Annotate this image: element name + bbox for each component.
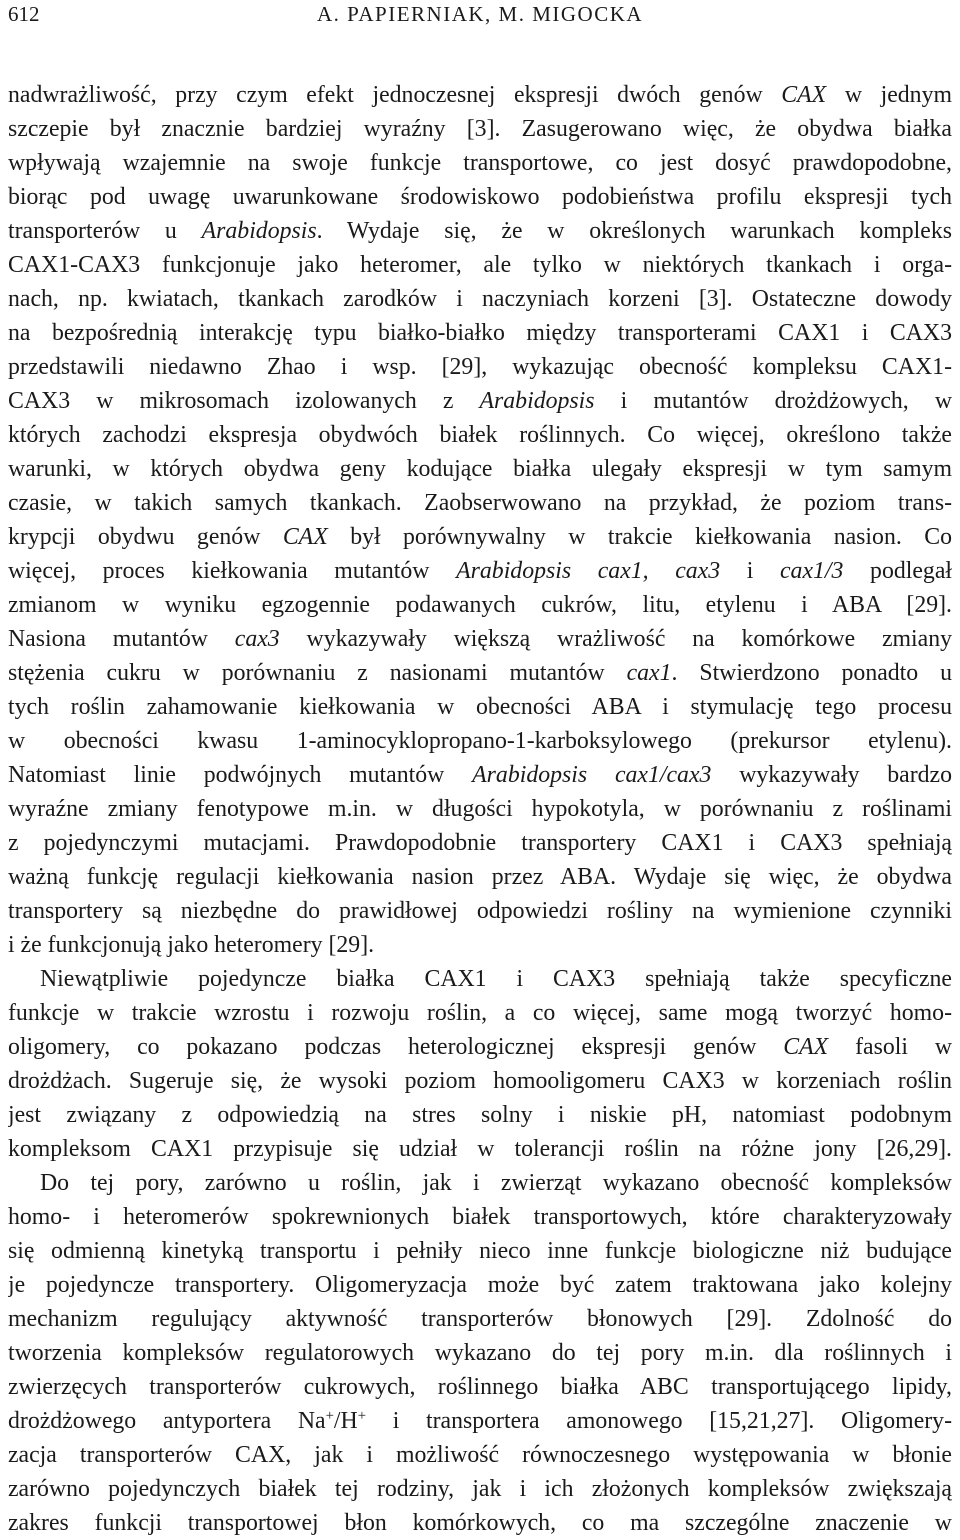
text-line: [8, 690, 952, 724]
italic-text: Arabidopsis: [479, 388, 595, 414]
text-segment: CAX3 w mikrosomach izolowanych z: [8, 388, 480, 414]
text-line: [8, 1030, 952, 1064]
text-segment: się odmienną kinetyką transportu i pełniły nieco inne funkcje biologiczne niż budujące: [8, 1238, 952, 1264]
text-line: [8, 1404, 952, 1438]
italic-text: cax1: [626, 660, 672, 686]
text-segment: zarówno pojedynczych białek tej rodziny, jak i ich złożonych kompleksów zwiększają: [8, 1476, 952, 1502]
text-segment: nach, np. kwiatach, tkankach zarodków i naczyniach korzeni [3]. Ostateczne dowody: [8, 286, 952, 312]
text-segment: w obecności kwasu 1-aminocyklopropano-1-karboksylowego (prekursor etylenu).: [8, 728, 952, 754]
italic-text: Arabidopsis cax1, cax3: [456, 558, 721, 584]
text-line: [8, 520, 952, 554]
text-segment: wykazywały większą wrażliwość na komórkowe zmiany: [279, 626, 952, 652]
text-line: [8, 384, 952, 418]
text-segment: przedstawili niedawno Zhao i wsp. [29], wykazując obecność kompleksu CAX1-: [8, 354, 952, 380]
text-segment: homo- i heteromerów spokrewnionych białek transportowych, które charakteryzowały: [8, 1204, 952, 1230]
text-segment: wpływają wzajemnie na swoje funkcje transportowe, co jest dosyć prawdopodobne,: [8, 150, 952, 176]
text-line: [8, 350, 952, 384]
text-segment: CAX1-CAX3 funkcjonuje jako heteromer, ale tylko w niektórych tkankach i orga-: [8, 252, 952, 278]
text-segment: kompleksom CAX1 przypisuje się udział w tolerancji roślin na różne jony [26,29].: [8, 1136, 952, 1162]
text-segment: transportery są niezbędne do prawidłowej odpowiedzi rośliny na wymienione czynniki: [8, 898, 952, 924]
text-segment: je pojedyncze transportery. Oligomeryzacja może być zatem traktowana jako kolejny: [8, 1272, 952, 1298]
text-segment: i że funkcjonują jako heteromery [29].: [8, 932, 375, 958]
text-line: [8, 112, 952, 146]
text-line: [8, 928, 952, 962]
superscript: +: [357, 1407, 367, 1424]
italic-text: Arabidopsis cax1/cax3: [472, 762, 712, 788]
text-segment: i: [720, 558, 780, 584]
text-segment: krypcji obydwu genów: [8, 524, 283, 550]
text-segment: . Wydaje się, że w określonych warunkach kompleks: [316, 218, 952, 244]
text-line: [8, 724, 952, 758]
text-segment: jest związany z odpowiedzią na stres solny i niskie pH, natomiast podobnym: [8, 1102, 952, 1128]
text-segment: oligomery, co pokazano podczas heterologicznej ekspresji genów: [8, 1034, 784, 1060]
text-line: [8, 486, 952, 520]
text-line: [8, 1336, 952, 1370]
text-line: [8, 554, 952, 588]
text-segment: podlegał: [843, 558, 952, 584]
text-segment: . Stwierdzono ponadto u: [671, 660, 952, 686]
text-line: [8, 316, 952, 350]
italic-text: Arabidopsis: [201, 218, 317, 244]
text-line: [8, 214, 952, 248]
text-line: [8, 418, 952, 452]
superscript: +: [325, 1407, 334, 1424]
text-segment: Niewątpliwie pojedyncze białka CAX1 i CAX3 spełniają także specyficzne: [40, 966, 952, 992]
text-segment: transporterów u: [8, 218, 202, 244]
text-segment: których zachodzi ekspresja obydwóch białek roślinnych. Co więcej, określono także: [8, 422, 952, 448]
text-segment: stężenia cukru w porównaniu z nasionami mutantów: [8, 660, 627, 686]
text-segment: wyraźne zmiany fenotypowe m.in. w długości hypokotyla, w porównaniu z roślinami: [8, 796, 952, 822]
text-line: [8, 452, 952, 486]
text-line: [8, 622, 952, 656]
text-line: [8, 996, 952, 1030]
text-segment: warunki, w których obydwa geny kodujące białka ulegały ekspresji w tym samym: [8, 456, 952, 482]
text-segment: tworzenia kompleksów regulatorowych wykazano do tej pory m.in. dla roślinnych i: [8, 1340, 952, 1366]
text-segment: mechanizm regulujący aktywność transporterów błonowych [29]. Zdolność do: [8, 1306, 952, 1332]
text-line: [8, 758, 952, 792]
text-segment: na bezpośrednią interakcję typu białko-białko między transporterami CAX1 i CAX3: [8, 320, 952, 346]
italic-text: cax1/3: [780, 558, 844, 584]
text-line: [8, 1098, 952, 1132]
text-segment: więcej, proces kiełkowania mutantów: [8, 558, 457, 584]
text-line: [8, 1166, 952, 1200]
body-text: [8, 78, 952, 1540]
text-line: [8, 1234, 952, 1268]
text-line: [8, 78, 952, 112]
italic-text: CAX: [783, 1034, 829, 1060]
text-line: [8, 1370, 952, 1404]
text-segment: fasoli w: [828, 1034, 952, 1060]
text-segment: drożdżowego antyportera Na: [8, 1408, 326, 1434]
text-segment: szczepie był znacznie bardziej wyraźny [3]. Zasugerowano więc, że obydwa białka: [8, 116, 952, 142]
text-segment: Do tej pory, zarówno u roślin, jak i zwierząt wykazano obecność kompleksów: [40, 1170, 952, 1196]
text-line: [8, 1438, 952, 1472]
text-line: [8, 826, 952, 860]
text-segment: zacja transporterów CAX, jak i możliwość równoczesnego występowania w błonie: [8, 1442, 952, 1468]
text-segment: tych roślin zahamowanie kiełkowania w obecności ABA i stymulację tego procesu: [8, 694, 952, 720]
text-segment: Nasiona mutantów: [8, 626, 235, 652]
running-head: A. PAPIERNIAK, M. MIGOCKA: [316, 2, 644, 26]
text-line: [8, 656, 952, 690]
text-line: [8, 248, 952, 282]
text-segment: Natomiast linie podwójnych mutantów: [8, 762, 473, 788]
text-line: [8, 1472, 952, 1506]
text-line: [8, 962, 952, 996]
text-line: [8, 1506, 952, 1540]
text-line: [8, 1302, 952, 1336]
text-line: [8, 180, 952, 214]
text-segment: drożdżach. Sugeruje się, że wysoki poziom homooligomeru CAX3 w korzeniach roślin: [8, 1068, 952, 1094]
text-line: [8, 894, 952, 928]
text-segment: zmianom w wyniku egzogennie podawanych cukrów, litu, etylenu i ABA [29].: [8, 592, 952, 618]
text-line: [8, 792, 952, 826]
text-line: [8, 860, 952, 894]
text-line: [8, 1268, 952, 1302]
text-segment: z pojedynczymi mutacjami. Prawdopodobnie transportery CAX1 i CAX3 spełniają: [8, 830, 952, 856]
italic-text: cax3: [234, 626, 280, 652]
text-segment: i transportera amonowego [15,21,27]. Oligomery-: [366, 1408, 952, 1434]
text-segment: ważną funkcję regulacji kiełkowania nasion przez ABA. Wydaje się więc, że obydwa: [8, 864, 952, 890]
text-line: [8, 1200, 952, 1234]
text-segment: zwierzęcych transporterów cukrowych, roślinnego białka ABC transportującego lipidy,: [8, 1374, 952, 1400]
text-segment: i mutantów drożdżowych, w: [594, 388, 952, 414]
text-segment: nadwrażliwość, przy czym efekt jednoczesnej ekspresji dwóch genów: [8, 82, 782, 108]
text-segment: funkcje w trakcie wzrostu i rozwoju roślin, a co więcej, same mogą tworzyć homo-: [8, 1000, 952, 1026]
page-number: 612: [8, 2, 40, 26]
text-segment: biorąc pod uwagę uwarunkowane środowiskowo podobieństwa profilu ekspresji tych: [8, 184, 952, 210]
text-line: [8, 1064, 952, 1098]
text-line: [8, 588, 952, 622]
text-segment: /H: [333, 1408, 358, 1434]
italic-text: CAX: [282, 524, 328, 550]
page-header: [0, 0, 960, 28]
text-line: [8, 282, 952, 316]
italic-text: CAX: [781, 82, 827, 108]
text-line: [8, 146, 952, 180]
text-segment: czasie, w takich samych tkankach. Zaobserwowano na przykład, że poziom trans-: [8, 490, 952, 516]
text-segment: zakres funkcji transportowej błon komórkowych, co ma szczególne znaczenie w: [8, 1510, 952, 1536]
text-segment: był porównywalny w trakcie kiełkowania nasion. Co: [327, 524, 952, 550]
text-line: [8, 1132, 952, 1166]
text-segment: wykazywały bardzo: [711, 762, 952, 788]
text-segment: w jednym: [826, 82, 952, 108]
